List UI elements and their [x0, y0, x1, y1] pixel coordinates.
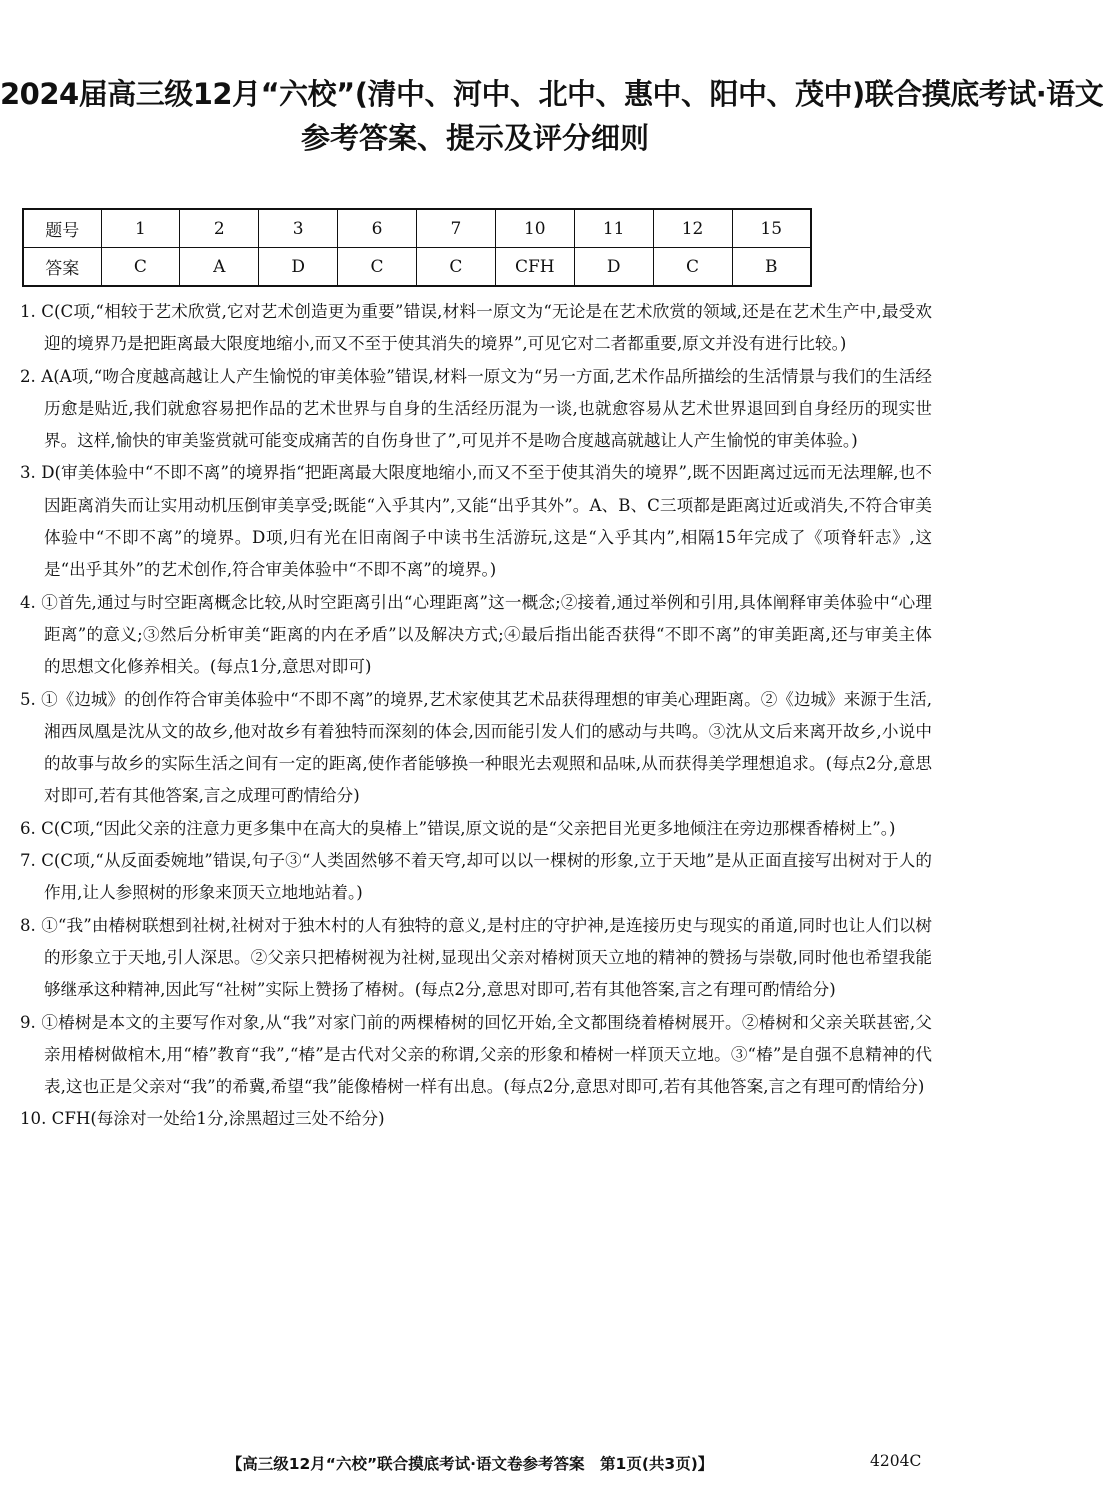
explanation-item: 6. C(C项,“因此父亲的注意力更多集中在高大的臭椿上”错误,原文说的是“父亲把目光更多地倾注在旁边那棵香椿树上”。)	[20, 818, 896, 838]
explanation-item: 9. ①椿树是本文的主要写作对象,从“我”对家门前的两棵椿树的回忆开始,全文都围绕着椿树展开。②椿树和父亲关联甚密,父亲用椿树做棺木,用“椿”教育“我”,“椿”是古代对父亲的称谓,父亲的形象和椿树一样顶天立地。③“椿”是自强不息精神的代表,这也正是父亲对“我”的希冀,希望“我”能像椿树一样有出息。(每点2分,意思对即可,若有其他答案,言之有理可酌情给分)	[20, 1012, 932, 1097]
question-number: 1	[101, 209, 180, 248]
answer-cell: A	[180, 248, 259, 287]
answer-cell: CFH	[495, 248, 574, 287]
explanation-item: 2. A(A项,“吻合度越高越让人产生愉悦的审美体验”错误,材料一原文为“另一方面,艺术作品所描绘的生活情景与我们的生活经历愈是贴近,我们就愈容易把作品的艺术世界与自身的生活经历混为一谈,也就愈容易从艺术世界退回到自身经历的现实世界。这样,愉快的审美鉴赏就可能变成痛苦的自伤身世了”,可见并不是吻合度越高就越让人产生愉悦的审美体验。)	[20, 366, 932, 451]
answer-cell: C	[338, 248, 417, 287]
answer-row	[23, 248, 811, 287]
question-number: 11	[574, 209, 653, 248]
explanation-item: 1. C(C项,“相较于艺术欣赏,它对艺术创造更为重要”错误,材料一原文为“无论是在艺术欣赏的领域,还是在艺术生产中,最受欢迎的境界乃是把距离最大限度地缩小,而又不至于使其消失的境界”,可见它对二者都重要,原文并没有进行比较。)	[20, 302, 932, 354]
footer-caption: 【高三级12月“六校”联合摸底考试·语文卷参考答案 第1页(共3页)】	[226, 1455, 714, 1473]
question-number: 15	[732, 209, 811, 248]
question-number: 7	[417, 209, 496, 248]
explanation-item: 4. ①首先,通过与时空距离概念比较,从时空距离引出“心理距离”这一概念;②接着,通过举例和引用,具体阐释审美体验中“心理距离”的意义;③然后分析审美“距离的内在矛盾”以及解决方式;④最后指出能否获得“不即不离”的审美距离,还与审美主体的思想文化修养相关。(每点1分,意思对即可)	[20, 592, 932, 677]
answer-cell: D	[574, 248, 653, 287]
document-title: 2024届高三级12月“六校”(清中、河中、北中、惠中、阳中、茂中)联合摸底考试·语文	[0, 77, 1103, 111]
document-subtitle: 参考答案、提示及评分细则	[300, 121, 649, 155]
answer-cell: C	[653, 248, 732, 287]
explanation-item: 3. D(审美体验中“不即不离”的境界指“把距离最大限度地缩小,而又不至于使其消失的境界”,既不因距离过远而无法理解,也不因距离消失而让实用动机压倒审美享受;既能“入乎其内”,又能“出乎其外”。A、B、C三项都是距离过近或消失,不符合审美体验中“不即不离”的境界。D项,归有光在旧南阁子中读书生活游玩,这是“入乎其内”,相隔15年完成了《项脊轩志》,这是“出乎其外”的艺术创作,符合审美体验中“不即不离”的境界。)	[20, 463, 932, 580]
question-number: 2	[180, 209, 259, 248]
footer-code: 4204C	[870, 1452, 922, 1470]
explanation-item: 7. C(C项,“从反面委婉地”错误,句子③“人类固然够不着天穹,却可以以一棵树的形象,立于天地”是从正面直接写出树对于人的作用,让人参照树的形象来顶天立地地站着。)	[20, 851, 932, 903]
answer-cell: C	[101, 248, 180, 287]
answer-explanations	[20, 296, 932, 1136]
question-number: 12	[653, 209, 732, 248]
explanation-item: 8. ①“我”由椿树联想到社树,社树对于独木村的人有独特的意义,是村庄的守护神,是连接历史与现实的甬道,同时也让人们以树的形象立于天地,引人深思。②父亲只把椿树视为社树,显现出父亲对椿树顶天立地的精神的赞扬与崇敬,同时他也希望我能够继承这种精神,因此写“社树”实际上赞扬了椿树。(每点2分,意思对即可,若有其他答案,言之有理可酌情给分)	[20, 915, 932, 1000]
answer-cell: C	[417, 248, 496, 287]
answer-cell: D	[259, 248, 338, 287]
question-number: 10	[495, 209, 574, 248]
row-label: 答案	[23, 248, 101, 287]
explanation-item: 10. CFH(每涂对一处给1分,涂黑超过三处不给分)	[20, 1109, 385, 1129]
answer-table	[22, 208, 812, 287]
row-label: 题号	[23, 209, 101, 248]
explanation-item: 5. ①《边城》的创作符合审美体验中“不即不离”的境界,艺术家使其艺术品获得理想的审美心理距离。②《边城》来源于生活,湘西凤凰是沈从文的故乡,他对故乡有着独特而深刻的体会,因而能引发人们的感动与共鸣。③沈从文后来离开故乡,小说中的故事与故乡的实际生活之间有一定的距离,使作者能够换一种眼光去观照和品味,从而获得美学理想追求。(每点2分,意思对即可,若有其他答案,言之成理可酌情给分)	[20, 689, 932, 806]
answer-cell: B	[732, 248, 811, 287]
question-number-row	[23, 209, 811, 248]
question-number: 6	[338, 209, 417, 248]
question-number: 3	[259, 209, 338, 248]
